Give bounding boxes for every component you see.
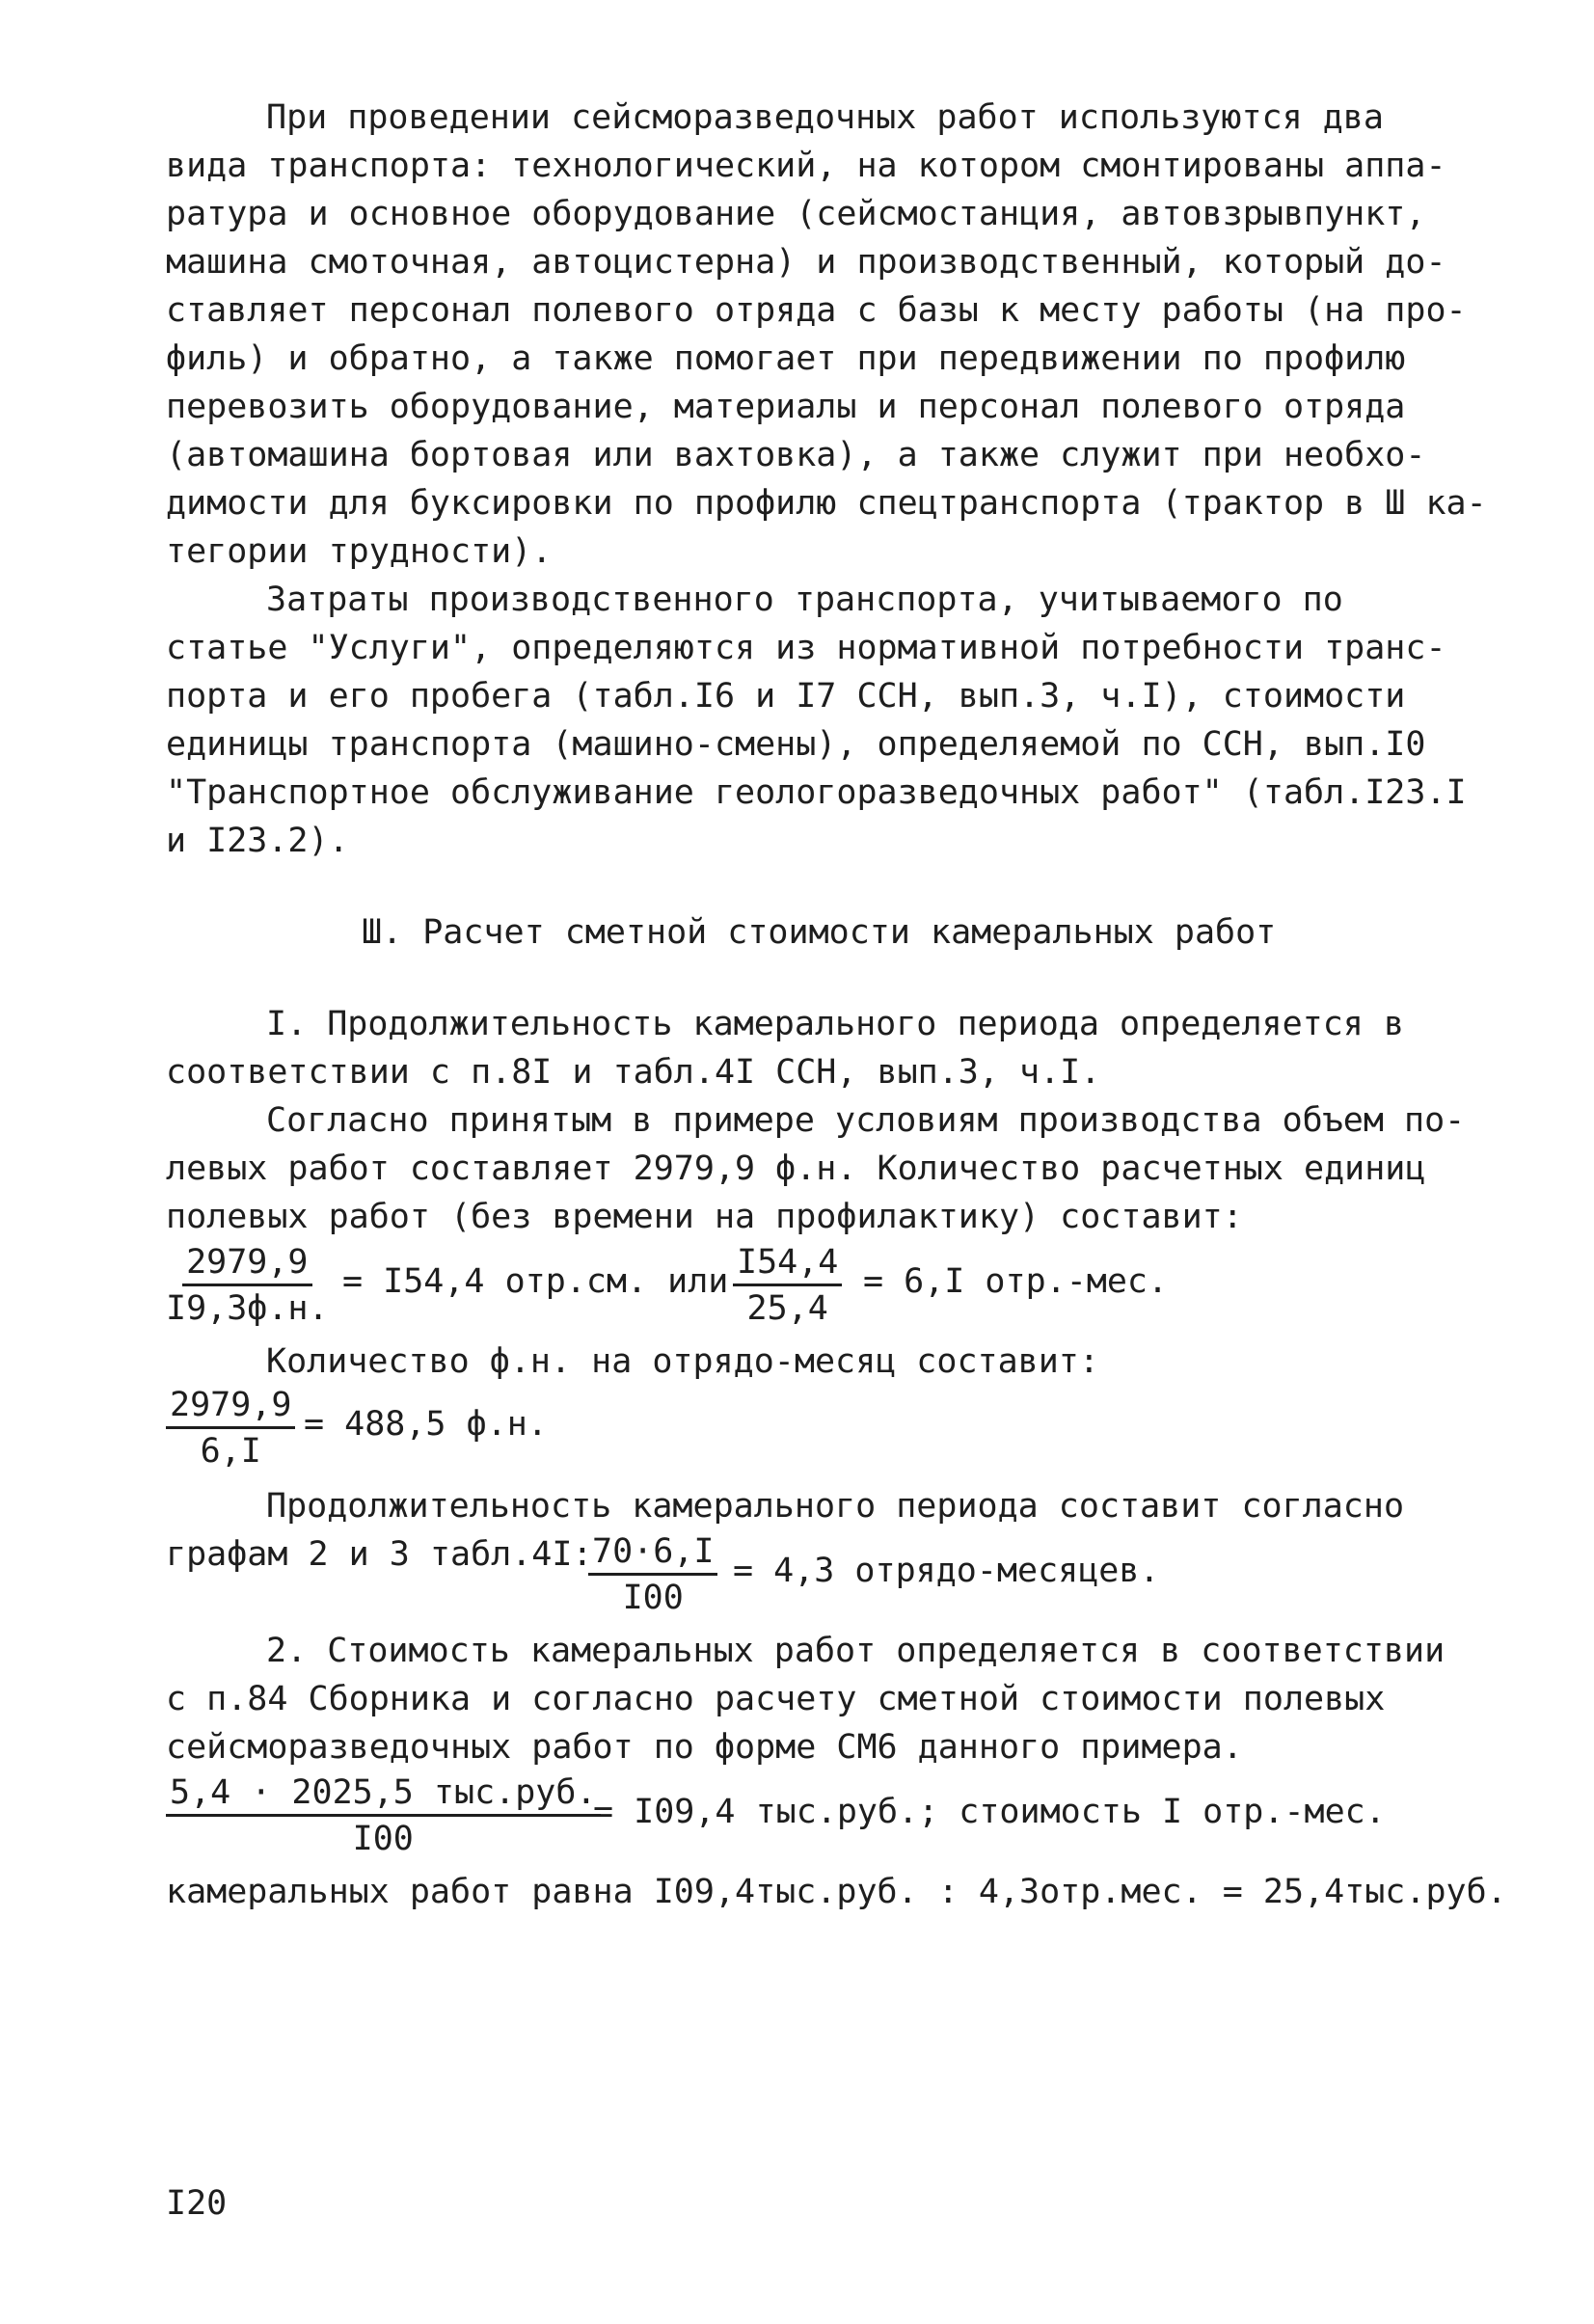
text-line: При проведении сейсморазведочных работ используются два bbox=[266, 98, 1384, 137]
text-line: сейсморазведочных работ по форме СМ6 данного примера. bbox=[166, 1728, 1243, 1767]
text-line: вида транспорта: технологический, на котором смонтированы аппа- bbox=[166, 147, 1446, 185]
denominator: 25,4 bbox=[746, 1289, 828, 1328]
text-line: 2. Стоимость камеральных работ определяется в соответствии bbox=[266, 1632, 1445, 1670]
fraction bbox=[166, 1243, 329, 1328]
text-line: статье "Услуги", определяются из нормативной потребности транс- bbox=[166, 629, 1446, 667]
denominator: I00 bbox=[622, 1579, 684, 1617]
text-line: полевых работ (без времени на профилактику) составит: bbox=[166, 1198, 1243, 1236]
formula-text: = I54,4 отр.см. или bbox=[342, 1262, 729, 1301]
text-line: Количество ф.н. на отрядо-месяц составит: bbox=[266, 1342, 1099, 1381]
denominator: I00 bbox=[352, 1820, 414, 1858]
numerator: 2979,9 bbox=[166, 1389, 295, 1429]
text-line: Согласно принятым в примере условиям производства объем по- bbox=[266, 1101, 1466, 1140]
page-number: I20 bbox=[166, 2184, 228, 2223]
text-line: с п.84 Сборника и согласно расчету сметной стоимости полевых bbox=[166, 1680, 1386, 1718]
fraction bbox=[733, 1243, 842, 1328]
text-line: I. Продолжительность камерального периода определяется в bbox=[266, 1005, 1405, 1043]
text-line: ставляет персонал полевого отряда с базы к месту работы (на про- bbox=[166, 291, 1467, 330]
formula-text: = 4,3 отрядо-месяцев. bbox=[733, 1552, 1160, 1590]
numerator: 2979,9 bbox=[182, 1246, 311, 1286]
text-line: (автомашина бортовая или вахтовка), а также служит при необхо- bbox=[166, 436, 1426, 474]
fraction bbox=[166, 1386, 295, 1471]
numerator: I54,4 bbox=[733, 1246, 842, 1286]
formula-text: = 6,I отр.-мес. bbox=[863, 1262, 1169, 1301]
numerator: 70·6,I bbox=[588, 1535, 717, 1576]
text-line: перевозить оборудование, материалы и персонал полевого отряда bbox=[166, 388, 1406, 426]
text-line: порта и его пробега (табл.I6 и I7 ССН, вып.3, ч.I), стоимости bbox=[166, 677, 1406, 716]
denominator: 6,I bbox=[200, 1432, 261, 1471]
text-line: машина смоточная, автоцистерна) и производственный, который до- bbox=[166, 243, 1446, 282]
text-line: соответствии с п.8I и табл.4I ССН, вып.3, ч.I. bbox=[166, 1053, 1101, 1092]
numerator: 5,4 · 2025,5 тыс.руб. bbox=[166, 1776, 601, 1817]
fraction bbox=[166, 1773, 601, 1858]
text-line: камеральных работ равна I09,4тыс.руб. : 4,3отр.мес. = 25,4тыс.руб. bbox=[166, 1873, 1507, 1911]
fraction bbox=[588, 1532, 717, 1617]
text-line: филь) и обратно, а также помогает при передвижении по профилю bbox=[166, 339, 1406, 378]
text-line: ратура и основное оборудование (сейсмостанция, автовзрывпункт, bbox=[166, 195, 1426, 233]
text-line: димости для буксировки по профилю спецтранспорта (трактор в Ш ка- bbox=[166, 484, 1487, 523]
text-line: левых работ составляет 2979,9 ф.н. Количество расчетных единиц bbox=[166, 1149, 1426, 1188]
denominator: I9,3ф.н. bbox=[166, 1289, 329, 1328]
section-heading: Ш. Расчет сметной стоимости камеральных работ bbox=[362, 913, 1277, 952]
formula-text: графам 2 и 3 табл.4I: bbox=[166, 1535, 593, 1574]
text-line: единицы транспорта (машино-смены), определяемой по ССН, вып.I0 bbox=[166, 725, 1426, 764]
formula-text: = 488,5 ф.н. bbox=[304, 1405, 548, 1444]
text-line: Затраты производственного транспорта, учитываемого по bbox=[266, 581, 1343, 619]
text-line: "Транспортное обслуживание геологоразведочных работ" (табл.I23.I bbox=[166, 773, 1467, 812]
formula-text: = I09,4 тыс.руб.; стоимость I отр.-мес. bbox=[593, 1793, 1386, 1831]
text-line: и I23.2). bbox=[166, 822, 349, 860]
text-line: Продолжительность камерального периода составит согласно bbox=[266, 1487, 1405, 1526]
text-line: тегории трудности). bbox=[166, 532, 553, 571]
